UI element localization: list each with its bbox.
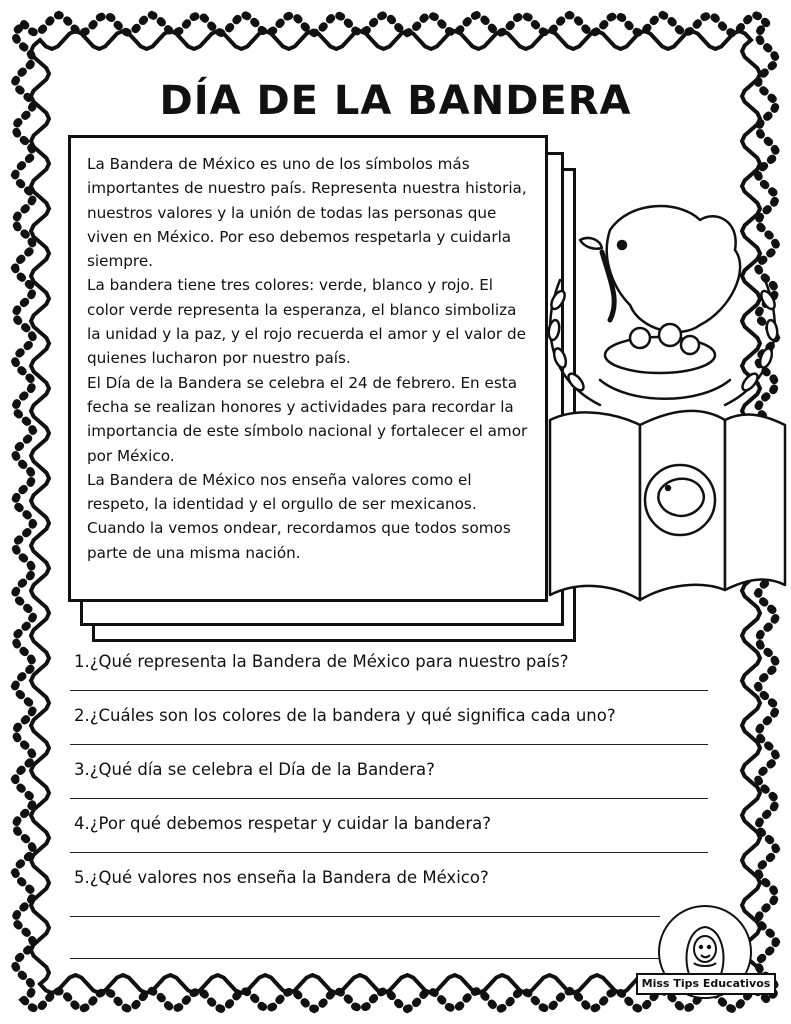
reading-paragraph: El Día de la Bandera se celebra el 24 de febrero. En esta fecha se realizan honores y actividades para recordar la importancia de este símbolo nacional y fortalecer el amor por México. <box>87 373 528 465</box>
question-text: 1.¿Qué representa la Bandera de México para nuestro país? <box>74 652 569 671</box>
question-item <box>70 866 710 920</box>
answer-line[interactable] <box>70 798 708 799</box>
questions-section <box>70 650 710 920</box>
reading-paragraph: La Bandera de México nos enseña valores como el respeto, la identidad y el orgullo de ser mexicanos. Cuando la vemos ondear, recordamos que todos somos parte de una misma nación. <box>87 470 511 562</box>
answer-line[interactable] <box>70 852 708 853</box>
answer-line[interactable] <box>70 744 708 745</box>
reading-text-box <box>68 135 548 602</box>
answer-line[interactable] <box>70 958 660 959</box>
logo-label: Miss Tips Educativos <box>636 973 776 995</box>
reading-paragraph: La Bandera de México es uno de los símbolos más importantes de nuestro país. Representa nuestra historia, nuestros valores y la unión de todas las personas que viven en México. Por eso debemos respetarla y cuidarla siempre. <box>87 155 527 271</box>
question-item <box>70 704 710 758</box>
page-title: DÍA DE LA BANDERA <box>159 78 632 124</box>
question-text: 3.¿Qué día se celebra el Día de la Bandera? <box>74 760 435 779</box>
question-text: 5.¿Qué valores nos enseña la Bandera de México? <box>74 868 489 887</box>
reading-paragraph: La bandera tiene tres colores: verde, blanco y rojo. El color verde representa la esperanza, el blanco simboliza la unidad y la paz, y el rojo recuerda el amor y el valor de quienes lucharon por nuestro país. <box>87 276 526 368</box>
question-text: 2.¿Cuáles son los colores de la bandera y qué significa cada uno? <box>74 706 616 725</box>
question-item <box>70 758 710 812</box>
answer-line[interactable] <box>70 690 708 691</box>
answer-line[interactable] <box>70 916 660 917</box>
mexican-flag-and-coat-of-arms-icon <box>540 190 790 610</box>
question-text: 4.¿Por qué debemos respetar y cuidar la bandera? <box>74 814 491 833</box>
brand-logo <box>636 905 776 1005</box>
question-item <box>70 812 710 866</box>
question-item <box>70 650 710 704</box>
